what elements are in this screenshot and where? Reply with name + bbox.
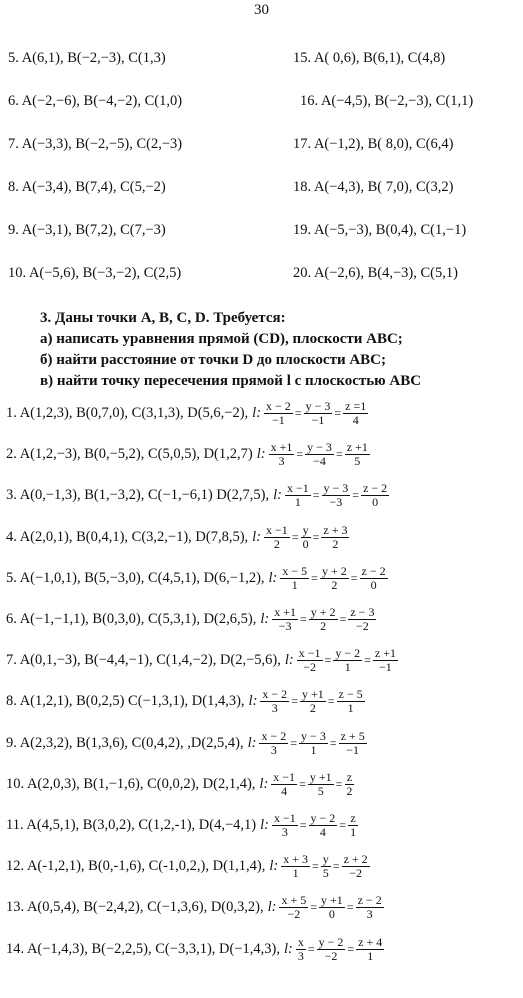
fraction <box>333 647 362 674</box>
fraction-denominator: −2 <box>356 619 369 633</box>
fraction-denominator: 1 <box>291 577 298 592</box>
fraction-numerator: y − 3 <box>307 440 332 455</box>
task3-points: 2. A(1,2,−3), B(0,−5,2), C(5,0,5), D(1,2,7) <box>6 446 253 463</box>
line-label: l: <box>267 899 277 916</box>
fraction-numerator: x −1 <box>273 811 296 825</box>
equals-sign: = <box>307 941 315 956</box>
equals-sign: = <box>312 488 320 503</box>
fraction-denominator: −1 <box>379 660 392 675</box>
task3-item <box>6 482 390 509</box>
fraction-numerator: y + 2 <box>310 605 336 619</box>
fraction <box>373 647 398 674</box>
fraction-numerator: x + 5 <box>281 893 307 908</box>
task2-item: 10. A(−5,6), B(−3,−2), C(2,5) <box>8 265 182 281</box>
task3-points: 5. A(−1,0,1), B(5,−3,0), C(4,5,1), D(6,−1,2), <box>6 569 265 586</box>
task3-item <box>6 400 369 427</box>
equals-sign: = <box>364 653 371 668</box>
fraction-denominator: 2 <box>332 536 339 551</box>
equals-sign: = <box>329 735 337 750</box>
fraction-denominator: −2 <box>349 866 362 881</box>
fraction <box>356 894 384 921</box>
fraction <box>271 771 297 798</box>
line-label: l: <box>256 446 266 463</box>
fraction-denominator: −4 <box>313 454 326 469</box>
task3-heading: 3. Даны точки A, B, C, D. Требуется: <box>40 310 286 326</box>
fraction-denominator: −2 <box>287 907 301 922</box>
fraction-denominator: 0 <box>370 577 377 592</box>
fraction <box>319 894 345 921</box>
fraction <box>348 606 376 633</box>
task3-points: 9. A(2,3,2), B(1,3,6), C(0,4,2), ,D(2,5,4), <box>6 734 244 751</box>
equals-sign: = <box>332 859 340 874</box>
fraction-denominator: 5 <box>322 866 329 881</box>
fraction-numerator: z +1 <box>346 440 368 455</box>
fraction-numerator: y − 3 <box>301 728 326 743</box>
task3-item <box>6 771 355 798</box>
task3-points: 1. A(1,2,3), B(0,7,0), C(3,1,3), D(5,6,−2), <box>6 405 249 421</box>
task3-points: 13. A(0,5,4), B(−2,4,2), C(−1,3,6), D(0,3,2), <box>6 899 264 916</box>
page-number: 30 <box>254 2 269 18</box>
line-label: l: <box>259 775 269 792</box>
fraction <box>300 688 326 715</box>
task2-item: 15. A( 0,6), B(6,1), C(4,8) <box>293 50 446 66</box>
task3-points: 4. A(2,0,1), B(0,4,1), C(3,2,−1), D(7,8,5), <box>6 528 249 545</box>
fraction-denominator: −2 <box>303 660 317 675</box>
fraction-numerator: x − 2 <box>261 728 287 743</box>
line-equation <box>252 524 350 551</box>
task3-points: 8. A(1,2,1), B(0,2,5) C(−1,3,1), D(1,4,3), <box>6 693 245 710</box>
fraction-numerator: z +1 <box>374 646 396 661</box>
fraction <box>259 730 288 757</box>
task2-item: 9. A(−3,1), B(7,2), C(7,−3) <box>8 222 166 238</box>
fraction-denominator: −1 <box>311 413 325 427</box>
fraction <box>285 482 311 509</box>
fraction-numerator: x +1 <box>270 440 293 455</box>
fraction-numerator: y + 2 <box>321 563 347 578</box>
fraction-denominator: 1 <box>294 495 301 510</box>
equals-sign: = <box>324 653 332 668</box>
fraction-denominator: 1 <box>350 825 357 839</box>
fraction-denominator: 1 <box>367 948 374 963</box>
fraction-numerator: x −1 <box>286 481 309 496</box>
fraction <box>309 812 338 839</box>
fraction <box>305 441 334 468</box>
fraction-denominator: 4 <box>319 825 326 839</box>
line-equation <box>268 894 385 921</box>
fraction-denominator: −2 <box>324 948 338 963</box>
line-equation <box>284 936 385 963</box>
fraction-numerator: x +1 <box>274 605 296 619</box>
fraction <box>299 730 328 757</box>
task2-item: 19. A(−5,−3), B(0,4), C(1,−1) <box>293 222 467 238</box>
task3-points: 14. A(−1,4,3), B(−2,2,5), C(−3,3,1), D(−1,4,3), <box>6 940 280 957</box>
equals-sign: = <box>291 694 298 709</box>
fraction-numerator: z − 2 <box>357 893 382 908</box>
task3-points: 11. A(4,5,1), B(3,0,2), C(1,2,-1), D(4,−4,1) <box>6 817 257 833</box>
fraction-denominator: −3 <box>329 495 343 510</box>
fraction-numerator: z − 3 <box>350 605 375 619</box>
task3-item <box>6 647 399 674</box>
equals-sign: = <box>312 859 319 874</box>
fraction-numerator: z + 3 <box>323 522 348 537</box>
fraction-denominator: 5 <box>354 454 361 469</box>
task3-item <box>6 565 389 592</box>
task2-item: 18. A(−4,3), B( 7,0), C(3,2) <box>293 179 454 195</box>
fraction <box>297 647 323 674</box>
fraction-numerator: y <box>322 852 329 867</box>
fraction-denominator: 3 <box>366 907 373 922</box>
line-equation <box>269 853 370 880</box>
equals-sign: = <box>310 900 318 915</box>
line-label: l: <box>284 652 294 669</box>
fraction-numerator: z + 4 <box>358 934 383 949</box>
fraction-denominator: −3 <box>278 619 292 633</box>
equals-sign: = <box>339 612 347 626</box>
equals-sign: = <box>290 735 298 750</box>
fraction-denominator: 3 <box>270 742 277 757</box>
line-label: l: <box>269 858 279 875</box>
equals-sign: = <box>312 529 320 544</box>
fraction-denominator: 1 <box>344 660 351 675</box>
equals-sign: = <box>311 570 318 585</box>
fraction-denominator: 0 <box>302 536 309 551</box>
line-equation <box>260 812 359 839</box>
fraction <box>304 400 333 427</box>
fraction <box>301 524 311 551</box>
equals-sign: = <box>347 941 355 956</box>
fraction <box>272 812 298 839</box>
fraction-numerator: y − 2 <box>318 934 344 949</box>
task3-points: 6. A(−1,−1,1), B(0,3,0), C(5,3,1), D(2,6,5), <box>6 611 257 627</box>
line-equation <box>249 688 366 715</box>
fraction-numerator: y − 3 <box>305 399 331 413</box>
equals-sign: = <box>327 694 335 709</box>
fraction <box>281 853 310 880</box>
fraction-denominator: −1 <box>346 742 360 757</box>
fraction <box>342 853 370 880</box>
task3-subtask-c: в) найти точку пересечения прямой l с плоскостью ABC <box>40 373 422 389</box>
fraction-denominator: −1 <box>272 413 285 427</box>
task3-points: 3. A(0,−1,3), B(1,−3,2), C(−1,−6,1) D(2,7,5), <box>6 487 270 504</box>
equals-sign: = <box>335 776 343 791</box>
line-label: l: <box>283 940 293 957</box>
fraction-denominator: 2 <box>346 783 353 798</box>
task3-points: 12. A(-1,2,1), B(0,-1,6), C(-1,0,2,), D(1,1,4), <box>6 858 266 875</box>
task3-subtask-b: б) найти расстояние от точки D до плоскости ABC; <box>40 352 387 368</box>
fraction-numerator: y − 3 <box>323 481 349 496</box>
fraction-denominator: 0 <box>372 495 379 510</box>
fraction-numerator: y +1 <box>309 769 332 784</box>
fraction-numerator: z + 2 <box>343 852 368 867</box>
line-equation <box>252 400 369 427</box>
fraction-denominator: 1 <box>292 866 299 881</box>
task3-points: 10. A(2,0,3), B(1,−1,6), C(0,0,2), D(2,1,4), <box>6 775 256 792</box>
task3-item <box>6 894 385 921</box>
fraction-numerator: z <box>350 811 356 825</box>
equals-sign: = <box>339 818 347 832</box>
fraction <box>280 565 309 592</box>
fraction-denominator: 2 <box>273 536 280 551</box>
equals-sign: = <box>294 406 302 420</box>
fraction-numerator: x − 5 <box>282 563 308 578</box>
fraction <box>337 688 365 715</box>
fraction <box>272 606 298 633</box>
task3-item <box>6 688 366 715</box>
line-label: l: <box>248 693 258 710</box>
fraction <box>360 565 388 592</box>
fraction-numerator: x <box>297 934 304 949</box>
equals-sign: = <box>335 447 343 462</box>
fraction-numerator: z =1 <box>345 399 367 413</box>
line-label: l: <box>252 405 262 421</box>
line-equation <box>273 482 390 509</box>
task2-item: 8. A(−3,4), B(7,4), C(5,−2) <box>8 179 166 195</box>
fraction-denominator: 3 <box>278 454 285 469</box>
fraction <box>308 771 334 798</box>
task3-item <box>6 441 371 468</box>
task3-subtask-a: а) написать уравнения прямой (CD), плоскости ABC; <box>40 331 403 347</box>
line-equation <box>257 441 371 468</box>
line-label: l: <box>260 611 270 627</box>
task3-item <box>6 606 377 633</box>
fraction-numerator: y <box>302 522 309 537</box>
fraction-denominator: 2 <box>331 577 338 592</box>
fraction-numerator: x + 3 <box>283 852 308 867</box>
fraction <box>264 524 290 551</box>
fraction-numerator: z − 5 <box>338 687 363 702</box>
line-equation <box>285 647 399 674</box>
fraction-numerator: z + 5 <box>340 728 365 743</box>
line-label: l: <box>268 569 278 586</box>
equals-sign: = <box>299 776 306 791</box>
fraction <box>343 400 368 427</box>
fraction-denominator: 1 <box>347 701 354 716</box>
equals-sign: = <box>346 900 354 915</box>
fraction-denominator: 4 <box>281 783 288 798</box>
fraction <box>269 441 295 468</box>
equals-sign: = <box>300 612 307 626</box>
fraction <box>321 524 349 551</box>
task2-item: 6. A(−2,−6), B(−4,−2), C(1,0) <box>8 93 183 109</box>
fraction <box>348 812 358 839</box>
fraction-denominator: 3 <box>297 948 304 963</box>
line-label: l: <box>273 487 282 504</box>
fraction <box>296 936 306 963</box>
task3-item <box>6 730 368 757</box>
fraction-denominator: 0 <box>328 907 335 922</box>
task3-points: 7. A(0,1,−3), B(−4,4,−1), C(1,4,−2), D(2,−5,6), <box>6 652 281 669</box>
task2-item: 20. A(−2,6), B(4,−3), C(5,1) <box>293 265 458 281</box>
fraction <box>309 606 338 633</box>
fraction-denominator: 3 <box>281 825 288 839</box>
fraction-numerator: y +1 <box>301 687 324 702</box>
equals-sign: = <box>296 447 304 462</box>
fraction-numerator: x −1 <box>266 522 288 537</box>
equals-sign: = <box>352 488 360 503</box>
line-equation <box>269 565 389 592</box>
fraction-denominator: 4 <box>352 413 359 427</box>
fraction-numerator: y +1 <box>321 893 343 908</box>
fraction <box>320 565 349 592</box>
task3-item <box>6 524 350 551</box>
fraction <box>344 771 354 798</box>
fraction <box>339 730 367 757</box>
fraction <box>321 853 331 880</box>
fraction-numerator: y − 2 <box>335 646 361 661</box>
task2-item: 17. A(−1,2), B( 8,0), C(6,4) <box>293 136 454 152</box>
fraction-denominator: 2 <box>320 619 327 633</box>
fraction <box>279 894 308 921</box>
fraction-numerator: z − 2 <box>361 563 386 578</box>
fraction-numerator: y − 2 <box>310 811 336 825</box>
task2-item: 5. A(6,1), B(−2,−3), C(1,3) <box>8 50 166 66</box>
task3-item <box>6 812 359 839</box>
task3-item <box>6 936 385 963</box>
line-label: l: <box>260 817 269 833</box>
fraction-numerator: x −1 <box>298 646 321 661</box>
fraction-denominator: 3 <box>271 701 278 716</box>
line-label: l: <box>247 734 257 751</box>
equals-sign: = <box>299 818 307 832</box>
fraction <box>356 936 384 963</box>
fraction <box>361 482 389 509</box>
line-equation <box>248 730 368 757</box>
equals-sign: = <box>291 529 299 544</box>
fraction-numerator: x −1 <box>273 769 296 784</box>
equals-sign: = <box>350 570 358 585</box>
line-equation <box>259 771 355 798</box>
equals-sign: = <box>334 406 342 420</box>
task3-item <box>6 853 371 880</box>
fraction-numerator: z <box>346 769 353 784</box>
fraction-numerator: x − 2 <box>266 399 291 413</box>
fraction <box>322 482 351 509</box>
fraction-denominator: 1 <box>310 742 317 757</box>
fraction <box>317 936 346 963</box>
fraction <box>264 400 293 427</box>
fraction-denominator: 2 <box>309 701 316 716</box>
fraction-denominator: 5 <box>317 783 324 798</box>
fraction-numerator: x − 2 <box>262 687 288 702</box>
task2-item: 16. A(−4,5), B(−2,−3), C(1,1) <box>300 93 474 109</box>
task2-item: 7. A(−3,3), B(−2,−5), C(2,−3) <box>8 136 183 152</box>
fraction <box>260 688 289 715</box>
line-label: l: <box>252 528 262 545</box>
line-equation <box>260 606 377 633</box>
fraction-numerator: z − 2 <box>363 481 388 496</box>
fraction <box>345 441 370 468</box>
